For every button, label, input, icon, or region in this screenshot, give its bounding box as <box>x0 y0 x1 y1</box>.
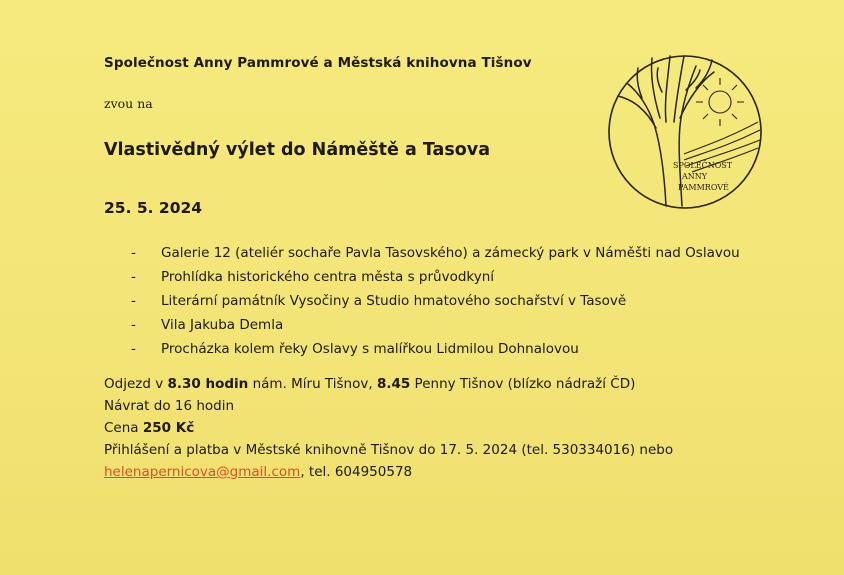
departure-line <box>104 373 673 395</box>
society-logo <box>600 48 770 214</box>
departure-time-2: 8.45 <box>376 376 411 392</box>
program-item <box>131 265 740 289</box>
bullet-dash: - <box>131 269 136 285</box>
logo-text-line2: ANNY <box>682 172 708 181</box>
departure-time-1: 8.30 hodin <box>167 376 249 392</box>
bullet-dash: - <box>131 341 136 357</box>
contact-phone: , tel. 604950578 <box>300 464 413 480</box>
bullet-dash: - <box>131 293 136 309</box>
program-item <box>131 337 740 361</box>
departure-place-1: nám. Míru Tišnov, <box>248 376 377 392</box>
invite-text: zvou na <box>104 96 153 111</box>
contact-line <box>104 461 673 483</box>
program-item <box>131 313 740 337</box>
return-line: Návrat do 16 hodin <box>104 398 235 414</box>
program-item-text: Procházka kolem řeky Oslavy s malířkou Lidmilou Dohnalovou <box>161 341 579 357</box>
price-line <box>104 417 673 439</box>
organizers-heading: Společnost Anny Pammrové a Městská knihovna Tišnov <box>104 55 532 71</box>
departure-prefix: Odjezd v <box>104 376 168 392</box>
program-item <box>131 289 740 313</box>
program-item <box>131 241 740 265</box>
event-date: 25. 5. 2024 <box>104 199 203 217</box>
program-item-text: Prohlídka historického centra města s průvodkyní <box>161 269 495 285</box>
logo-text-line3: PAMMROVÉ <box>678 183 729 192</box>
email-link[interactable]: helenapernicova@gmail.com <box>104 464 301 480</box>
trip-info <box>104 373 673 483</box>
program-item-text: Literární památník Vysočiny a Studio hmatového sochařství v Tasově <box>161 293 627 309</box>
program-item-text: Galerie 12 (ateliér sochaře Pavla Tasovského) a zámecký park v Náměšti nad Oslavou <box>161 245 740 261</box>
program-list <box>131 241 740 361</box>
logo-text-line1: SPOLEČNOST <box>673 161 733 170</box>
bullet-dash: - <box>131 317 136 333</box>
bullet-dash: - <box>131 245 136 261</box>
departure-place-2: Penny Tišnov (blízko nádraží ČD) <box>410 376 636 392</box>
price-label: Cena <box>104 420 143 436</box>
event-title: Vlastivědný výlet do Náměště a Tasova <box>104 140 491 160</box>
registration-line: Přihlášení a platba v Městské knihovně Tišnov do 17. 5. 2024 (tel. 530334016) nebo <box>104 442 674 458</box>
program-item-text: Vila Jakuba Demla <box>161 317 284 333</box>
sun-icon <box>696 78 744 126</box>
price-value: 250 Kč <box>142 420 195 436</box>
